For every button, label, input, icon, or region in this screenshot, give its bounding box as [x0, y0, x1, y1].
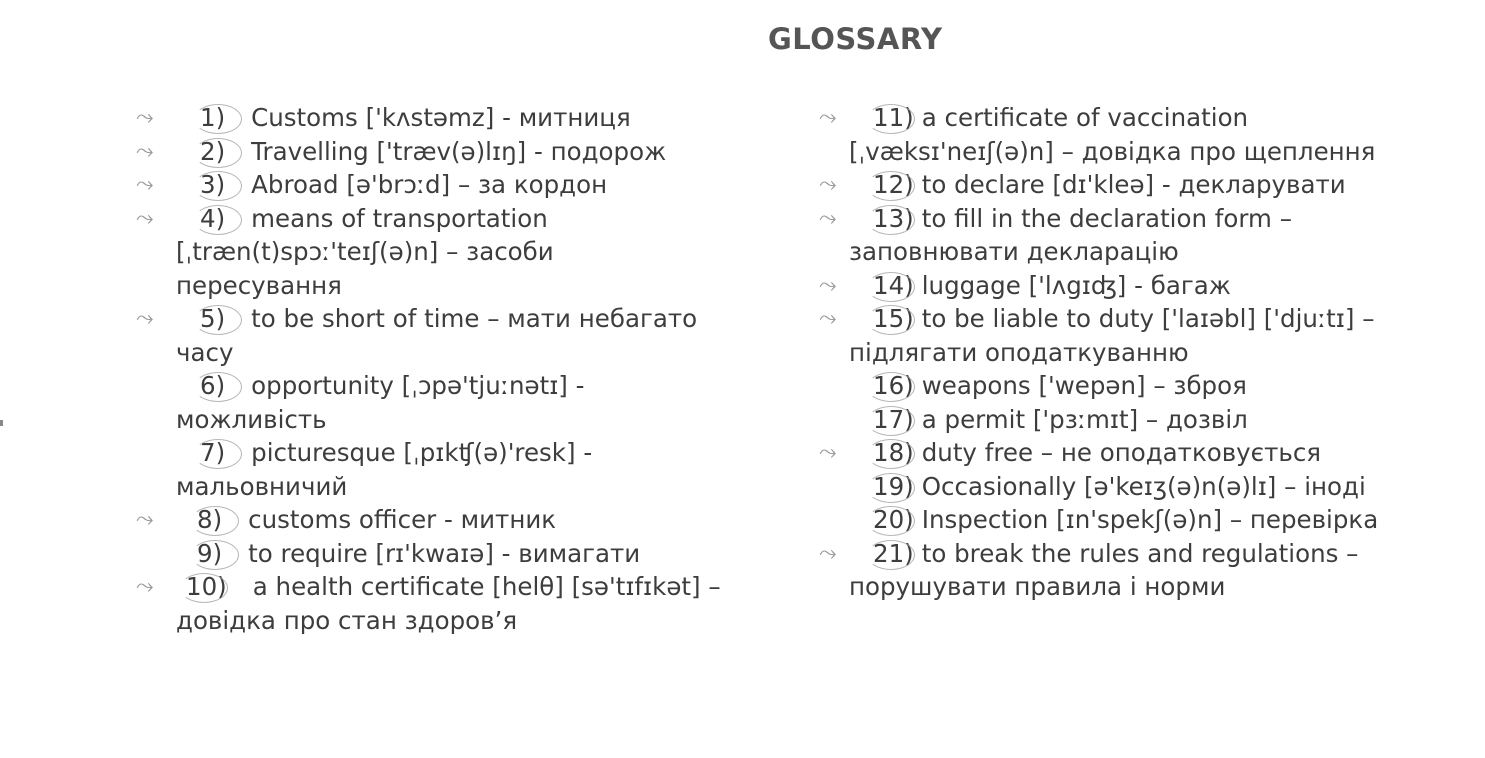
- pencil-arrow-icon: ⤳: [819, 105, 837, 130]
- entry-number: 18): [873, 436, 914, 470]
- pencil-arrow-icon: ⤳: [819, 272, 837, 298]
- entry-text: to declare [dɪ'kleə] - декларувати: [921, 170, 1346, 199]
- entry-number: 7): [200, 436, 225, 470]
- glossary-entry: [136, 202, 796, 236]
- glossary-entry: [176, 537, 796, 571]
- entry-text: Inspection [ɪn'spekʃ(ə)n] – перевірка: [921, 505, 1379, 534]
- glossary-entry: [849, 503, 1469, 537]
- pencil-arrow-icon: ⤳: [819, 540, 837, 566]
- entry-number: 19): [873, 470, 914, 504]
- pencil-circle-mark: [867, 205, 915, 235]
- glossary-entry: [136, 135, 796, 169]
- entry-text: заповнювати декларацію: [849, 237, 1179, 266]
- entry-text: Occasionally [ə'keɪʒ(ə)n(ə)lɪ] – іноді: [921, 471, 1366, 501]
- glossary-entry: [849, 369, 1469, 403]
- entry-number: 5): [200, 302, 225, 336]
- glossary-entry: [819, 269, 1469, 303]
- glossary-entry: [819, 537, 1469, 571]
- glossary-entry: [849, 403, 1469, 437]
- entry-text: a health certificate [helθ] [sə'tɪfɪkət] –: [252, 572, 721, 601]
- glossary-entry-continuation: [176, 235, 796, 269]
- pencil-circle-mark: [194, 205, 242, 235]
- entry-text: часу: [176, 337, 234, 367]
- entry-text: to be short of time – мати небагато: [251, 304, 698, 333]
- entry-text: a certificate of vaccination: [921, 103, 1249, 132]
- entry-text: weapons ['wepən] – зброя: [921, 371, 1247, 400]
- entry-number: 4): [200, 202, 225, 236]
- glossary-entry: [136, 570, 796, 604]
- glossary-entry-continuation: [176, 470, 796, 504]
- entry-text: пересування: [176, 270, 342, 300]
- pencil-arrow-icon: ⤳: [136, 306, 154, 331]
- pencil-circle-mark: [194, 171, 242, 201]
- glossary-entry: [819, 202, 1469, 236]
- glossary-entry-continuation: [176, 403, 796, 437]
- pencil-circle-mark: [194, 138, 242, 168]
- pencil-circle-mark: [867, 171, 915, 201]
- entry-text: to require [rɪ'kwaɪə] - вимагати: [248, 538, 641, 568]
- pencil-circle-mark: [191, 540, 239, 570]
- pencil-circle-mark: [191, 506, 239, 536]
- entry-text: a permit ['pɜːmɪt] – дозвіл: [921, 404, 1248, 434]
- pencil-arrow-icon: ⤳: [136, 105, 154, 130]
- entry-text: duty free – не оподатковується: [921, 438, 1322, 467]
- pencil-circle-mark: [194, 439, 242, 469]
- scan-speck: [0, 420, 3, 426]
- entry-text: Customs ['kʌstəmz] - митниця: [251, 103, 631, 132]
- glossary-entry: [819, 168, 1469, 202]
- entry-text: довідка про стан здоров’я: [176, 605, 518, 635]
- entry-text: customs officer - митник: [248, 505, 557, 534]
- entry-text: Travelling ['træv(ə)lɪŋ] - подорож: [251, 136, 667, 166]
- entry-number: 15): [873, 302, 914, 336]
- entry-text: можливість: [176, 404, 327, 434]
- entry-text: [ˌtræn(t)spɔː'teɪʃ(ə)n] – засоби: [176, 237, 554, 266]
- entry-text: to fill in the declaration form –: [921, 203, 1292, 233]
- pencil-circle-mark: [194, 372, 242, 402]
- glossary-entry: [819, 302, 1469, 336]
- entry-number: 10): [186, 570, 227, 604]
- glossary-entry-continuation: [176, 269, 796, 303]
- pencil-circle-mark: [867, 104, 915, 134]
- glossary-entry: [136, 101, 796, 135]
- entry-text: [ˌvæksɪ'neɪʃ(ə)n] – довідка про щеплення: [849, 136, 1376, 166]
- entry-number: 9): [197, 537, 222, 571]
- glossary-entry-continuation: [849, 235, 1469, 269]
- pencil-arrow-icon: ⤳: [136, 205, 154, 231]
- entry-number: 11): [873, 101, 914, 135]
- pencil-circle-mark: [867, 372, 915, 402]
- glossary-entry: [136, 168, 796, 202]
- entry-text: means of transportation: [251, 203, 548, 233]
- entry-text: picturesque [ˌpɪkʧ(ə)'resk] -: [251, 438, 593, 467]
- glossary-entry-continuation: [849, 570, 1469, 604]
- glossary-entry: [849, 470, 1469, 504]
- pencil-arrow-icon: ⤳: [136, 574, 154, 599]
- entry-text: opportunity [ˌɔpə'tjuːnətɪ] -: [251, 371, 585, 400]
- glossary-entry-continuation: [176, 336, 796, 370]
- glossary-entry-continuation: [176, 604, 796, 638]
- entry-text: luggage ['lʌgɪʤ] - багаж: [921, 270, 1231, 300]
- pencil-arrow-icon: ⤳: [136, 138, 154, 164]
- entry-number: 3): [200, 168, 225, 202]
- glossary-entry: [819, 436, 1469, 470]
- entry-number: 1): [200, 101, 225, 135]
- entry-number: 8): [197, 503, 222, 537]
- pencil-circle-mark: [867, 406, 915, 436]
- glossary-column-right: [819, 101, 1469, 604]
- pencil-circle-mark: [194, 305, 242, 335]
- entry-number: 17): [873, 403, 914, 437]
- glossary-entry-continuation: [849, 135, 1469, 169]
- pencil-circle-mark: [867, 506, 915, 536]
- pencil-circle-mark: [867, 540, 915, 570]
- pencil-arrow-icon: ⤳: [819, 172, 837, 197]
- pencil-arrow-icon: ⤳: [819, 440, 837, 465]
- pencil-circle-mark: [867, 473, 915, 503]
- entry-text: підлягати оподаткуванню: [849, 337, 1189, 367]
- glossary-entry: [136, 302, 796, 336]
- entry-text: to be liable to duty ['laɪəbl] ['djuːtɪ] –: [921, 304, 1375, 333]
- glossary-entry: [136, 503, 796, 537]
- pencil-circle-mark: [867, 305, 915, 335]
- pencil-circle-mark: [867, 272, 915, 302]
- pencil-arrow-icon: ⤳: [819, 205, 837, 231]
- glossary-column-left: [136, 101, 796, 637]
- entry-number: 2): [200, 135, 225, 169]
- entry-number: 20): [873, 503, 914, 537]
- pencil-circle-mark: [180, 573, 228, 603]
- pencil-arrow-icon: ⤳: [819, 306, 837, 331]
- entry-number: 12): [873, 168, 914, 202]
- entry-number: 13): [873, 202, 914, 236]
- pencil-circle-mark: [867, 439, 915, 469]
- entry-text: Abroad [ə'brɔːd] – за кордон: [251, 170, 608, 199]
- entry-number: 21): [873, 537, 914, 571]
- page-title: GLOSSARY: [768, 22, 943, 56]
- pencil-arrow-icon: ⤳: [136, 507, 154, 532]
- pencil-arrow-icon: ⤳: [136, 172, 154, 197]
- entry-text: порушувати правила і норми: [849, 572, 1226, 601]
- entry-text: мальовничий: [176, 471, 348, 501]
- glossary-entry: [176, 369, 796, 403]
- glossary-entry-continuation: [849, 336, 1469, 370]
- glossary-entry: [819, 101, 1469, 135]
- entry-number: 16): [873, 369, 914, 403]
- entry-number: 6): [200, 369, 225, 403]
- entry-text: to break the rules and regulations –: [921, 538, 1359, 568]
- pencil-circle-mark: [194, 104, 242, 134]
- entry-number: 14): [873, 269, 914, 303]
- glossary-entry: [176, 436, 796, 470]
